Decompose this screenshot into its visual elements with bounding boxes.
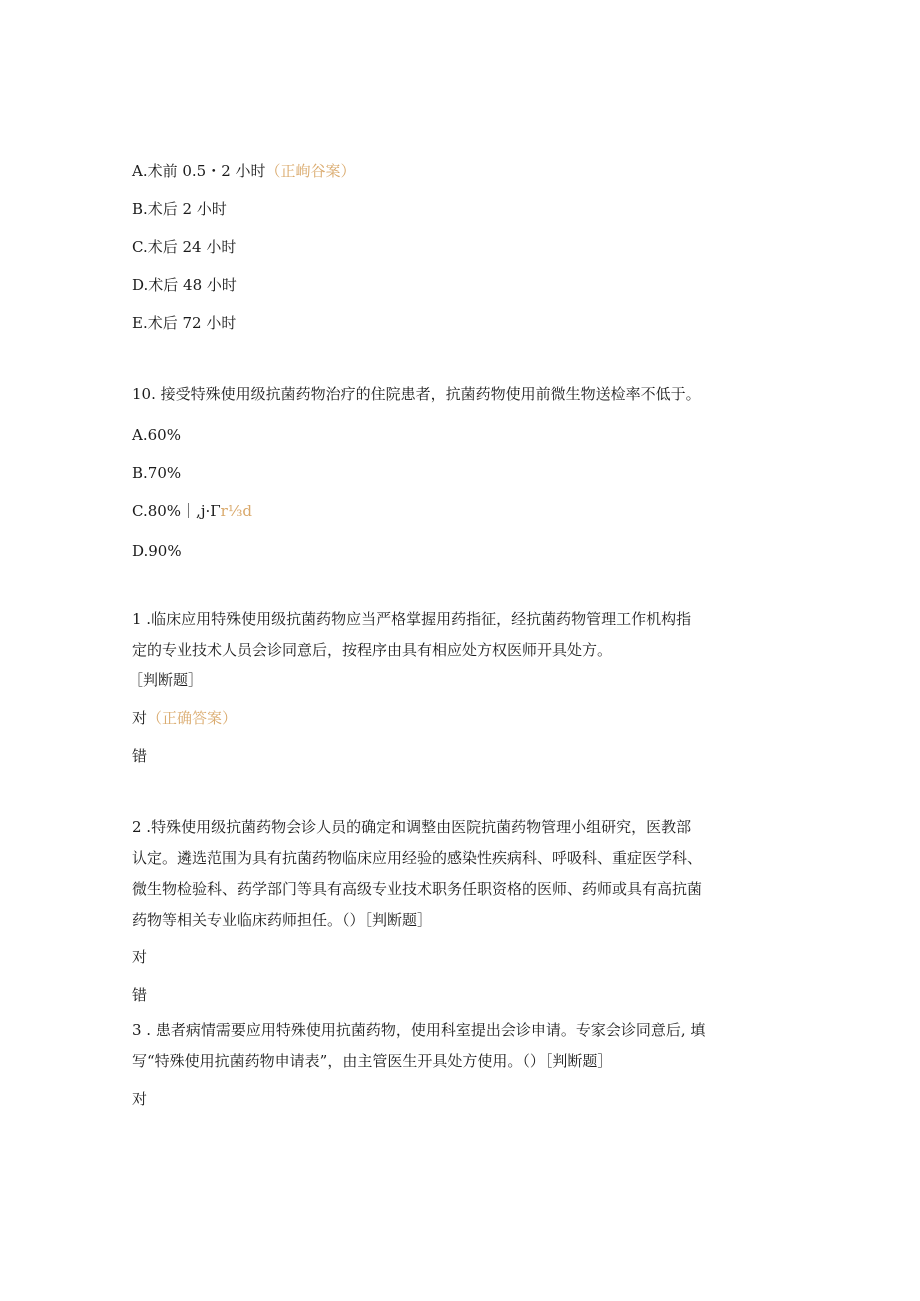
tf2-text-line2: 认定。遴选范围为具有抗菌药物临床应用经验的感染性疾病科、呼吸科、重症医学科、	[132, 849, 703, 867]
option-label: C.80%｜,j·Γ	[132, 502, 221, 520]
option-label: C.术后 24 小时	[132, 238, 237, 256]
option-label: 对	[132, 948, 148, 966]
q9-option-c	[132, 237, 236, 257]
option-label: 对	[132, 1090, 148, 1108]
q10-option-b	[132, 463, 181, 483]
option-label: 错	[132, 986, 148, 1004]
tf3-option-true	[132, 1089, 147, 1109]
correct-answer-note: （正确答案）	[147, 709, 238, 727]
option-label: A.术前 0.5・2 小时	[132, 162, 266, 180]
tf1-text-line2: 定的专业技术人员会诊同意后，按程序由具有相应处方权医师开具处方。	[132, 641, 613, 659]
tf1-type-tag: ［判断题］	[128, 671, 204, 689]
q10-option-a	[132, 425, 181, 445]
q10-text: 10. 接受特殊使用级抗菌药物治疗的住院患者，抗菌药物使用前微生物送检率不低于。	[132, 385, 701, 403]
option-label: E.术后 72 小时	[132, 314, 237, 332]
tf1-option-true	[132, 708, 237, 728]
q10-option-d	[132, 541, 182, 561]
tf3-text-line2: 写“特殊使用抗菌药物申请表”，由主管医生开具处方使用。（）［判断题］	[132, 1052, 613, 1070]
option-label: B.术后 2 小时	[132, 200, 227, 218]
option-label: D.术后 48 小时	[132, 276, 237, 294]
q9-option-a	[132, 161, 356, 181]
q9-option-d	[132, 275, 237, 295]
q9-option-b	[132, 199, 227, 219]
q9-option-e	[132, 313, 236, 333]
option-label: D.90%	[132, 542, 182, 560]
tf2-text-line3: 微生物检验科、药学部门等具有高级专业技术职务任职资格的医师、药师或具有高抗菌	[132, 880, 703, 898]
tf3-text-line1: 3 . 患者病情需要应用特殊使用抗菌药物，使用科室提出会诊申请。专家会诊同意后, 填	[132, 1021, 706, 1039]
correct-answer-note: （正峋谷案）	[265, 162, 356, 180]
option-label: B.70%	[132, 464, 182, 482]
tf2-option-true	[132, 947, 147, 967]
tf2-option-false	[132, 985, 147, 1005]
option-label: 对	[132, 709, 148, 727]
q10-option-c	[132, 501, 252, 521]
correct-answer-note: r⅓d	[220, 502, 252, 520]
option-label: A.60%	[132, 426, 181, 444]
tf1-text-line1: 1 .临床应用特殊使用级抗菌药物应当严格掌握用药指征，经抗菌药物管理工作机构指	[132, 610, 692, 628]
tf2-text-line4: 药物等相关专业临床药师担任。（）［判断题］	[132, 911, 433, 929]
tf2-text-line1: 2 .特殊使用级抗菌药物会诊人员的确定和调整由医院抗菌药物管理小组研究，医教部	[132, 818, 692, 836]
option-label: 错	[132, 747, 148, 765]
tf1-option-false	[132, 746, 147, 766]
